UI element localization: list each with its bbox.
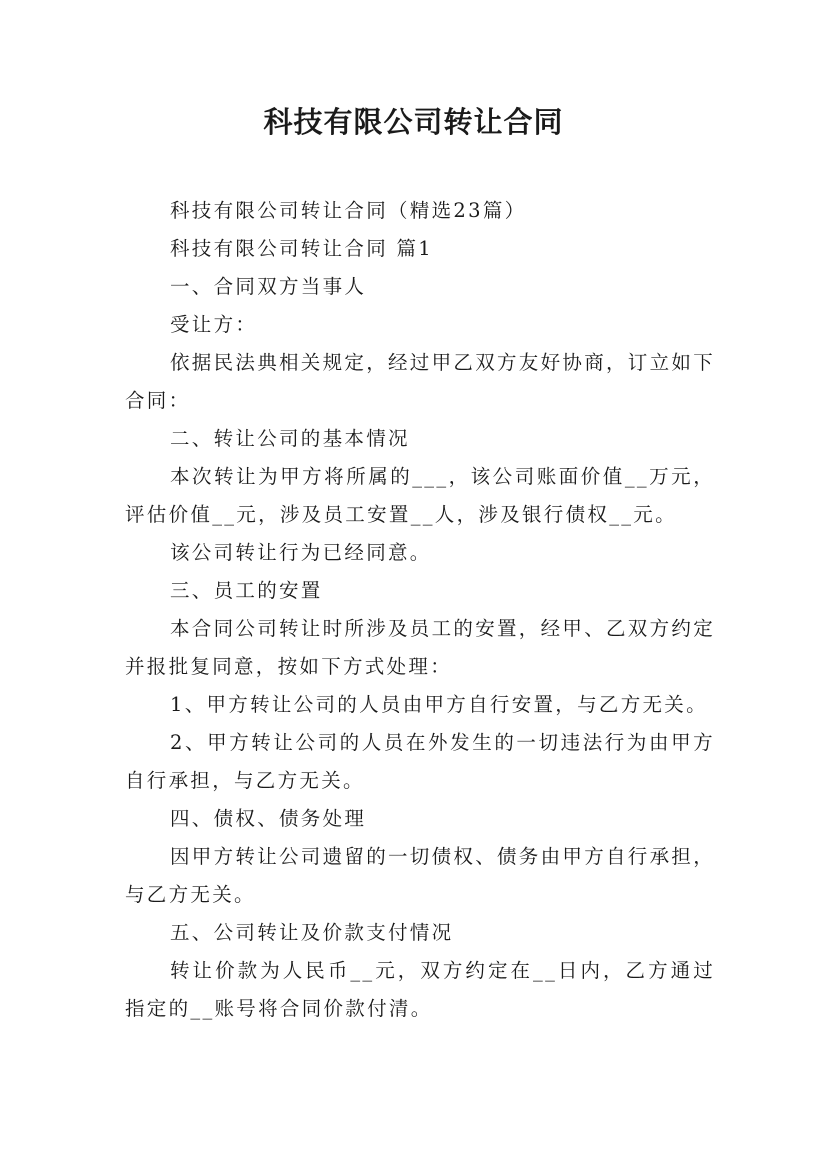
- paragraph-debts: 因甲方转让公司遗留的一切债权、债务由甲方自行承担，与乙方无关。: [125, 845, 716, 906]
- paragraph-heading-staff: 三、员工的安置: [170, 579, 323, 602]
- paragraph-approval: 该公司转让行为已经同意。: [170, 541, 432, 564]
- paragraph-preamble: 依据民法典相关规定，经过甲乙双方友好协商，订立如下合同：: [125, 351, 716, 412]
- paragraph-transferee: 受让方：: [170, 313, 258, 336]
- paragraph-section-heading: 科技有限公司转让合同 篇1: [170, 237, 434, 260]
- paragraph-heading-basic-info: 二、转让公司的基本情况: [170, 427, 410, 450]
- paragraph-basic-info: 本次转让为甲方将所属的___，该公司账面价值__万元，评估价值__元，涉及员工安置__人，涉及银行债权__元。: [125, 465, 715, 526]
- paragraph-heading-payment: 五、公司转让及价款支付情况: [170, 921, 454, 944]
- paragraph-staff-item-1: 1、甲方转让公司的人员由甲方自行安置，与乙方无关。: [170, 693, 708, 716]
- paragraph-staff-intro: 本合同公司转让时所涉及员工的安置，经甲、乙双方约定并报批复同意，按如下方式处理：: [125, 617, 716, 678]
- paragraph-heading-debts: 四、债权、债务处理: [170, 807, 367, 830]
- paragraph-payment: 转让价款为人民币__元，双方约定在__日内，乙方通过指定的__账号将合同价款付清。: [125, 959, 715, 1020]
- paragraph-staff-item-2: 2、甲方转让公司的人员在外发生的一切违法行为由甲方自行承担，与乙方无关。: [125, 731, 715, 792]
- document-title: 科技有限公司转让合同: [263, 105, 564, 139]
- paragraph-subtitle: 科技有限公司转让合同（精选23篇）: [170, 199, 527, 222]
- document-body: [125, 192, 715, 1028]
- paragraph-heading-parties: 一、合同双方当事人: [170, 275, 367, 298]
